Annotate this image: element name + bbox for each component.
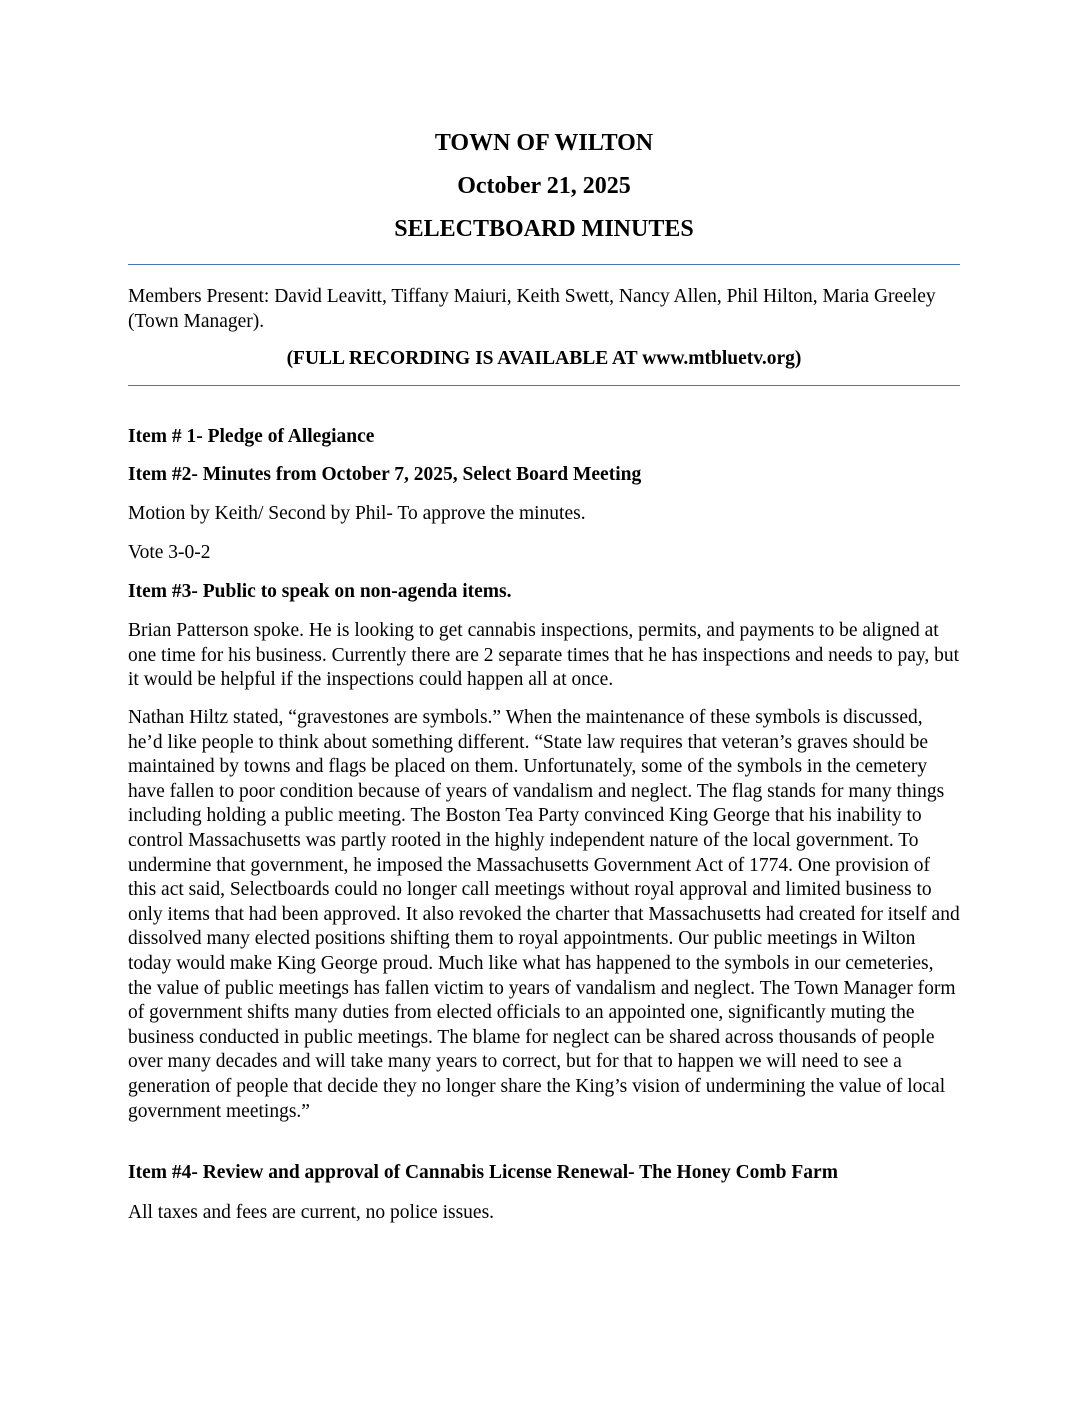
item-3-nathan-hiltz: Nathan Hiltz stated, “gravestones are symbols.” When the maintenance of these symbols is discussed, he’d like people to think about something different. “State law requires that veteran’s graves should be maintained by towns and flags be placed on them. Unfortunately, some of the symbols in the cemetery have fallen to poor condition because of years of vandalism and neglect. The flag stands for many things including holding a public meeting. The Boston Tea Party convinced King George that his inability to control Massachusetts was partly rooted in the highly independent nature of the local government. To undermine that government, he imposed the Massachusetts Government Act of 1774. One provision of this act said, Selectboards could no longer call meetings without royal approval and limited business to only items that had been approved. It also revoked the charter that Massachusetts had created for itself and dissolved many elected positions shifting them to royal appointments. Our public meetings in Wilton today would make King George proud. Much like what has happened to the symbols in our cemeteries, the value of public meetings has fallen victim to years of vandalism and neglect. The Town Manager form of government shifts many duties from elected officials to an appointed one, significantly muting the business conducted in public meetings. The blame for neglect can be shared across thousands of people over many decades and will take many years to correct, but for that to happen we will need to see a generation of people that decide they no longer share the King’s vision of undermining the value of local government meetings.” xyxy=(128,707,960,1122)
item-1-heading: Item # 1- Pledge of Allegiance xyxy=(128,426,375,447)
item-4-note: All taxes and fees are current, no police issues. xyxy=(128,1202,495,1223)
recording-note: (FULL RECORDING IS AVAILABLE AT www.mtbluetv.org) xyxy=(286,348,802,369)
item-3-brian-patterson: Brian Patterson spoke. He is looking to get cannabis inspections, permits, and payments to be aligned at one time for his business. Currently there are 2 separate times that he has inspections and needs to pay, but it would be helpful if the inspections could happen all at once. xyxy=(128,620,960,691)
town-name: TOWN OF WILTON xyxy=(434,130,654,156)
document-title: SELECTBOARD MINUTES xyxy=(394,216,694,242)
item-2-motion: Motion by Keith/ Second by Phil- To approve the minutes. xyxy=(128,503,586,524)
item-2-heading: Item #2- Minutes from October 7, 2025, Select Board Meeting xyxy=(128,464,642,485)
members-present: Members Present: David Leavitt, Tiffany Maiuri, Keith Swett, Nancy Allen, Phil Hilton, Maria Greeley (Town Manager). xyxy=(128,286,936,332)
item-2-vote: Vote 3-0-2 xyxy=(128,542,211,563)
header-divider xyxy=(128,264,960,265)
item-3-heading: Item #3- Public to speak on non-agenda items. xyxy=(128,581,512,602)
item-4-heading: Item #4- Review and approval of Cannabis License Renewal- The Honey Comb Farm xyxy=(128,1162,838,1183)
meeting-date: October 21, 2025 xyxy=(457,173,631,199)
attendance-divider xyxy=(128,385,960,386)
